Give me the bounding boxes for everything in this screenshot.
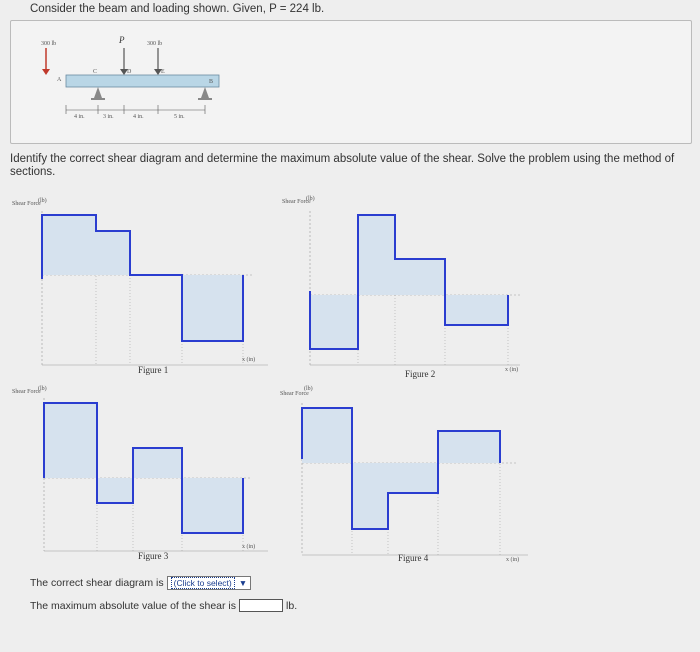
figure-4-caption: Figure 4 — [398, 553, 429, 563]
load-label-left: 300 lb — [41, 41, 57, 47]
figure-1 — [10, 193, 280, 383]
max-shear-label: The maximum absolute value of the shear is — [30, 599, 237, 612]
beam-figure-panel — [10, 20, 692, 144]
question-text: Identify the correct shear diagram and determine the maximum absolute value of the shear. Solve the problem using the method of sections. — [10, 153, 675, 178]
figure-3-x-label: x (in) — [242, 544, 256, 550]
figure-3-unit-label: (lb) — [38, 386, 47, 392]
figure-4-axis-label: Shear Force — [280, 391, 309, 397]
point-e: E — [161, 69, 165, 75]
figure-3-caption: Figure 3 — [138, 551, 169, 561]
max-shear-row — [30, 599, 297, 612]
figure-2-unit-label: (lb) — [306, 196, 315, 202]
chevron-down-icon: ▼ — [238, 578, 248, 588]
figure-1-caption: Figure 1 — [138, 365, 169, 375]
figure-4-x-label: x (in) — [506, 557, 520, 563]
point-c: C — [93, 69, 98, 75]
beam-body — [66, 75, 219, 87]
diagram-answer-row — [30, 576, 251, 590]
diagram-answer-label: The correct shear diagram is — [30, 577, 164, 589]
problem-prompt: Consider the beam and loading shown. Given, P = 224 lb. — [30, 3, 325, 15]
figure-4 — [278, 383, 548, 568]
dim-3: 4 in. — [133, 114, 144, 120]
figure-4-unit-label: (lb) — [304, 386, 313, 392]
load-label-right: 300 lb — [147, 41, 163, 47]
dim-4: 5 in. — [174, 114, 185, 120]
dim-1: 4 in. — [74, 114, 85, 120]
figure-2-axis-label: Shear Force — [282, 199, 311, 205]
load-label-p: P — [119, 35, 125, 45]
dim-2: 3 in. — [103, 114, 114, 120]
figure-2 — [280, 193, 550, 383]
max-shear-input[interactable] — [239, 599, 283, 612]
figure-3 — [10, 383, 280, 568]
figure-1-axis-label: Shear Force — [12, 201, 41, 207]
figure-2-x-label: x (in) — [505, 367, 519, 373]
support-b-icon — [201, 87, 209, 98]
diagram-select[interactable] — [167, 576, 252, 590]
max-shear-unit: lb. — [286, 599, 298, 612]
figure-2-caption: Figure 2 — [405, 369, 436, 379]
beam-diagram — [11, 21, 691, 143]
point-b: B — [209, 79, 214, 85]
point-d: D — [127, 69, 132, 75]
figure-1-x-label: x (in) — [242, 357, 256, 363]
diagram-select-value: (Click to select) — [171, 577, 235, 589]
point-a: A — [57, 77, 62, 83]
support-c-icon — [94, 87, 102, 98]
figure-3-axis-label: Shear Force — [12, 389, 41, 395]
figure-1-unit-label: (lb) — [38, 198, 47, 204]
